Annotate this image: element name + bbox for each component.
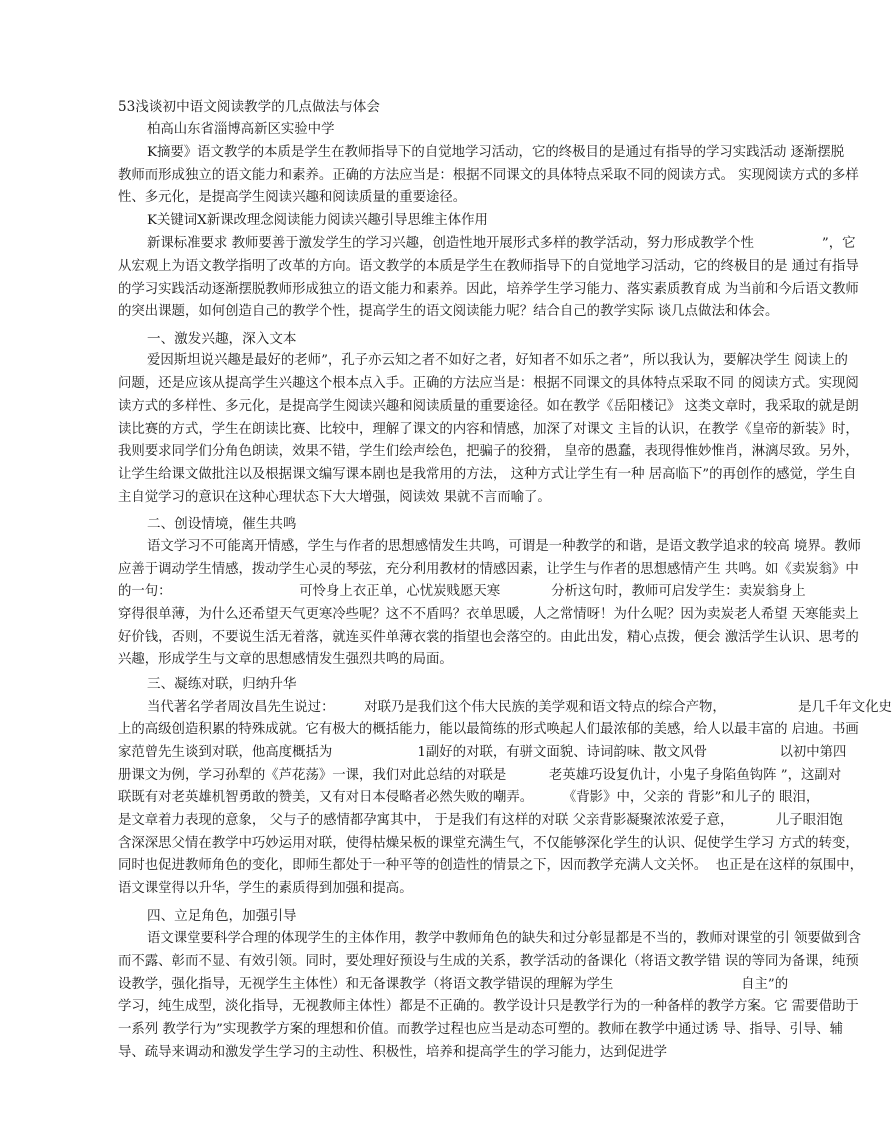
section-line: 的一句： 可怜身上衣正单，心忧炭贱愿天寒 分析这句时，教师可启发学生：卖炭翁身上 [118,584,806,599]
section-line: 联既有对老英雄机智勇敢的赞美，又有对日本侵略者必然失败的嘲弄。 《背影》中，父亲的 背影”和儿子的 眼泪， [118,790,820,805]
section-line: 册课文为例，学习孙犁的《芦花荡》一课，我们对此总结的对联是 老英雄巧设复仇计，小鬼子身陷鱼钩阵 ”，这副对 [118,768,842,783]
section-line: 是文章着力表现的意象， 父与子的感情都孕寓其中， 于是我们有这样的对联 父亲背影凝聚浓浓爱子意， 儿子眼泪饱 [118,813,843,828]
section-line: 语文课堂得以升华，学生的素质得到加强和提高。 [118,881,413,896]
section-line: 导、疏导来调动和激发学生学习的主动性、积极性，培养和提高学生的学习能力，达到促进学 [118,1045,668,1060]
section-line: 语文课堂要科学合理的体现学生的主体作用，教学中教师角色的缺失和过分彰显都是不当的，教师对课堂的引 领要做到含 [147,931,861,946]
section-line: 我则要求同学们分角色朗读，效果不错，学生们绘声绘色，把骗子的狡猾， 皇帝的愚蠢，表现得惟妙惟肖，淋漓尽致。另外， [118,444,859,459]
author-line: 柏高山东省淄博高新区实验中学 [147,122,335,137]
section-line: 主自觉学习的意识在这种心理状态下大大增强，阅读效 果就不言而喻了。 [118,490,551,505]
section-line: 兴趣，形成学生与文章的思想感情发生强烈共鸣的局面。 [118,652,453,667]
section-line: 语文学习不可能离开情感，学生与作者的思想感情发生共鸣，可谓是一种教学的和谐，是语文教学追求的较高 境界。教师 [147,539,861,554]
section-line: 含深深思父情在教学中巧妙运用对联，使得枯燥呆板的课堂充满生气，不仅能够深化学生的认识、促使学生学习 方式的转变， [118,836,859,851]
intro-line: 的突出课题，如何创造自己的教学个性，提高学生的语文阅读能力呢？结合自己的教学实际 谈几点做法和体会。 [118,304,779,319]
section-line: 读比赛的方式，学生在朗读比赛、比较中，理解了课文的内容和情感，加深了对课文 主旨的认识，在教学《皇帝的新装》时， [118,422,859,437]
section-line: 设教学，强化指导，无视学生主体性）和无备课教学（将语文教学错误的理解为学生 自主”的 [118,977,789,992]
section-heading: 三、凝练对联，归纳升华 [147,676,297,692]
section-line: 让学生给课文做批注以及根据课文编写课本剧也是我常用的方法， 这种方式让学生有一种 居高临下”的再创作的感觉，学生自 [118,467,857,482]
section-line: 问题，还是应该从提高学生兴趣这个根本点入手。正确的方法应当是：根据不同课文的具体特点采取不同 的阅读方式。实现阅 [118,376,859,391]
keywords-line: K关键词X新课改理念阅读能力阅读兴趣引导思维主体作用 [147,213,488,228]
document-title: 53浅谈初中语文阅读教学的几点做法与体会 [118,99,380,115]
section-line: 爱因斯坦说兴趣是最好的老师”，孔子亦云知之者不如好之者，好知者不如乐之者”，所以我认为，要解决学生 阅读上的 [147,353,848,368]
abstract-line: 教师而形成独立的语文能力和素养。正确的方法应当是：根据不同课文的具体特点采取不同的阅读方式。 实现阅读方式的多样 [118,168,859,183]
section-line: 上的高级创造积累的特殊成就。它有极大的概括能力，能以最简练的形式唤起人们最浓郁的美感，给人以最丰富的 启迪。书画 [118,722,859,737]
section-heading: 一、激发兴趣，深入文本 [147,331,297,347]
intro-line: 从宏观上为语文教学指明了改革的方向。语文教学的本质是学生在教师指导下的自觉地学习活动，它的终极目的是 通过有指导 [118,259,859,274]
intro-line: 的学习实践活动逐渐摆脱教师形成独立的语文能力和素养。因此，培养学生学习能力、落实素质教育成 为当前和今后语文教师 [118,282,859,297]
intro-line: 新课标准要求 教师要善于激发学生的学习兴趣，创造性地开展形式多样的教学活动，努力形成教学个性 ”，它 [147,236,856,251]
section-heading: 二、创设情境，催生共鸣 [147,516,297,532]
section-line: 家范曾先生谈到对联，他高度概括为 1副好的对联，有骈文面貌、诗词韵味、散文风骨 以初中第四 [118,745,847,760]
section-line: 而不露、彰而不显、有效引领。同时，要处理好预设与生成的关系，教学活动的备课化（将语文教学错 误的等同为备课，纯预 [118,954,859,969]
abstract-line: 性、多元化，是提高学生阅读兴趣和阅读质量的重要途径。 [118,190,467,205]
section-line: 穿得很单薄，为什么还希望天气更寒冷些呢？这不不盾吗？衣单思暖，人之常情呀！为什么呢？因为卖炭老人希望 天寒能卖上 [118,607,859,622]
section-line: 当代著名学者周汝昌先生说过： 对联乃是我们这个伟大民族的美学观和语文特点的综合产物， 是几千年文化史 [147,700,892,715]
section-line: 读方式的多样性、多元化，是提高学生阅读兴趣和阅读质量的重要途径。如在教学《岳阳楼记》 这类文章时，我采取的就是朗 [118,399,859,414]
section-line: 应善于调动学生情感，拨动学生心灵的琴弦，充分利用教材的情感因素，让学生与作者的思想感情产生 共鸣。如《卖炭翁》中 [118,562,859,577]
section-heading: 四、立足角色，加强引导 [147,908,297,924]
section-line: 学习，纯生成型，淡化指导，无视教师主体性）都是不正确的。教学设计只是教学行为的一种备样的教学方案。它 需要借助于 [118,999,859,1014]
section-line: 好价钱，否则，不要说生活无着落，就连买件单薄衣裳的指望也会落空的。由此出发，精心点拨，便会 激活学生认识、思考的 [118,630,859,645]
section-line: 同时也促进教师角色的变化，即师生都处于一种平等的创造性的情景之下，因而教学充满人文关怀。 也正是在这样的氛围中， [118,858,863,873]
abstract-line: K摘要》语文教学的本质是学生在教师指导下的自觉地学习活动，它的终极目的是通过有指导的学习实践活动 逐渐摆脱 [147,145,845,160]
section-line: 一系列 教学行为”实现教学方案的理想和价值。而教学过程也应当是动态可塑的。教师在教学中通过诱 导、指导、引导、辅 [118,1022,844,1037]
